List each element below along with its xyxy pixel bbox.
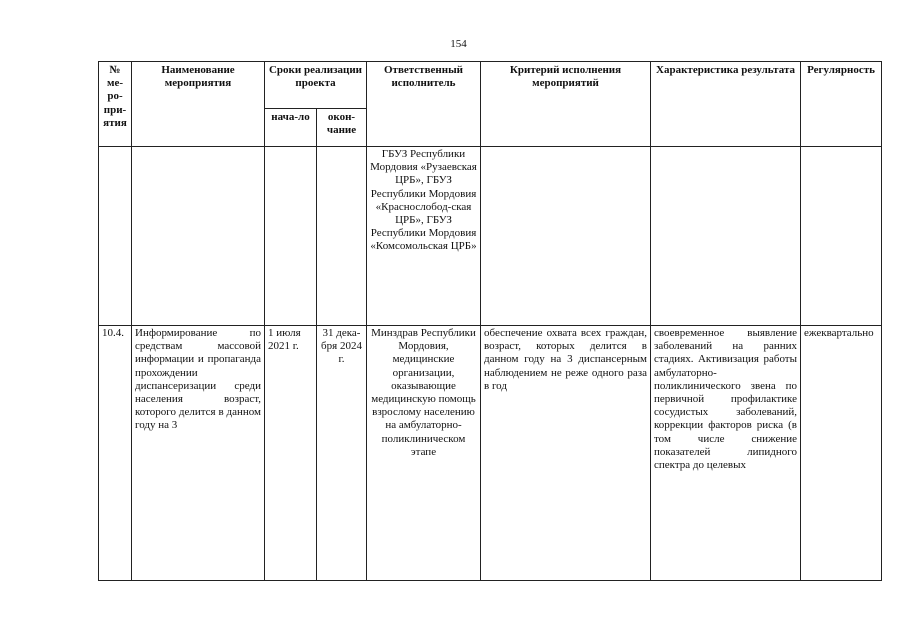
cell-criterion: обеспечение охвата всех граждан, возраст, которых делится в данном году на 3 диспансерным наблюдением не реже одного раза в год (481, 326, 651, 581)
cell-number: 10.4. (99, 326, 132, 581)
header-number: № ме-ро-при-ятия (99, 62, 132, 147)
cell-end (317, 147, 367, 326)
cell-name (132, 147, 265, 326)
cell-criterion (481, 147, 651, 326)
cell-result: своевременное выявление заболеваний на ранних стадиях. Активизация работы амбулаторно-поликлинического звена по первичной профилактике сосудистых заболеваний, коррекции факторов риска (в том числе снижение показателей липидного спектра до целевых (651, 326, 801, 581)
cell-end: 31 дека-бря 2024 г. (317, 326, 367, 581)
header-end: окон-чание (317, 109, 367, 147)
cell-name: Информирование по средствам массовой информации и пропаганда прохождении диспансеризации среди населения возраст, которого делится в данном году на 3 (132, 326, 265, 581)
cell-result (651, 147, 801, 326)
header-criterion: Критерий исполнения мероприятий (481, 62, 651, 147)
cell-responsible: ГБУЗ Республики Мордовия «Рузаевская ЦРБ», ГБУЗ Республики Мордовия «Краснослобод-ская ЦРБ», ГБУЗ Республики Мордовия «Комсомольская ЦРБ» (367, 147, 481, 326)
header-result: Характеристика результата (651, 62, 801, 147)
header-name: Наименование мероприятия (132, 62, 265, 147)
table-row (99, 147, 882, 326)
cell-regularity: ежеквартально (801, 326, 882, 581)
page-number: 154 (450, 38, 467, 50)
cell-number (99, 147, 132, 326)
activities-table (98, 61, 882, 581)
header-terms: Сроки реализации проекта (265, 62, 367, 109)
header-start: нача-ло (265, 109, 317, 147)
cell-start: 1 июля 2021 г. (265, 326, 317, 581)
cell-start (265, 147, 317, 326)
cell-regularity (801, 147, 882, 326)
table-row (99, 326, 882, 581)
header-responsible: Ответственный исполнитель (367, 62, 481, 147)
header-regularity: Регулярность (801, 62, 882, 147)
cell-responsible: Минздрав Республики Мордовия, медицинские организации, оказывающие медицинскую помощь взрослому населению на амбулаторно-поликлиническом этапе (367, 326, 481, 581)
